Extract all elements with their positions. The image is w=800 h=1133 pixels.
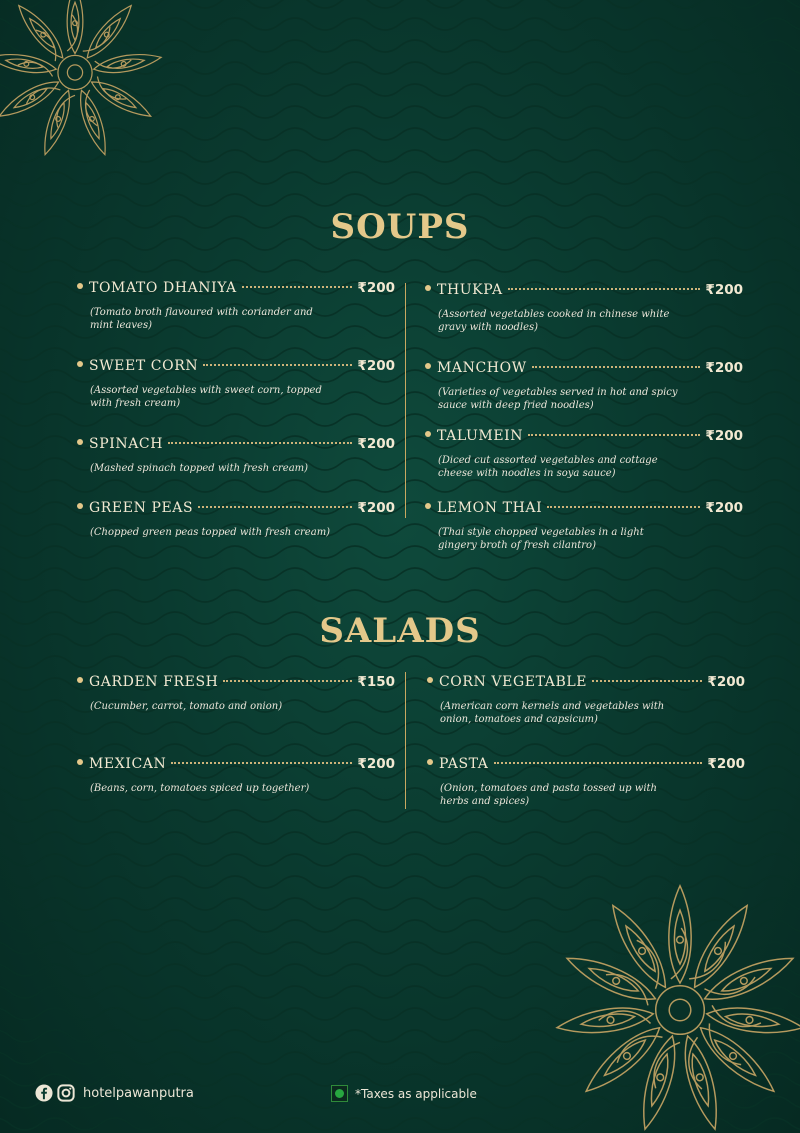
mandala-stroke <box>67 0 83 54</box>
mandala-ornament-top-left <box>0 0 170 170</box>
bullet-icon <box>425 431 431 437</box>
mandala-stroke <box>121 61 127 67</box>
menu-item <box>77 280 395 332</box>
item-description: (Onion, tomatoes and pasta tossed up with herbs and spices) <box>440 783 657 807</box>
item-name: SWEET CORN <box>89 358 199 374</box>
menu-item <box>427 756 745 808</box>
veg-dot <box>335 1089 344 1098</box>
item-name: MEXICAN <box>89 756 167 772</box>
bullet-icon <box>77 759 83 765</box>
mandala-ornament-bottom-right <box>545 875 800 1133</box>
mandala-stroke <box>602 973 651 1005</box>
menu-item <box>425 500 743 552</box>
item-description: (Assorted vegetables with sweet corn, topped with fresh cream) <box>90 385 322 409</box>
item-description: (Thai style chopped vegetables in a light gingery broth of fresh cilantro) <box>438 527 644 551</box>
wave-line <box>0 260 800 272</box>
item-price: ₹200 <box>705 500 743 516</box>
item-description: (Mashed spinach topped with fresh cream) <box>90 463 309 474</box>
item-description: (American corn kernels and vegetables with onion, tomatoes and capsicum) <box>440 701 665 725</box>
wave-line <box>0 194 800 206</box>
item-price: ₹200 <box>705 428 743 444</box>
wave-line <box>0 590 800 602</box>
mandala-stroke <box>56 14 84 51</box>
instagram-icon[interactable] <box>57 1084 75 1102</box>
item-price: ₹200 <box>357 500 395 516</box>
mandala-stroke <box>728 1051 738 1061</box>
item-price: ₹200 <box>357 756 395 772</box>
menu-item <box>427 674 745 726</box>
item-description: (Cucumber, carrot, tomato and onion) <box>90 701 283 712</box>
item-price: ₹200 <box>705 282 743 298</box>
bullet-icon <box>425 363 431 369</box>
mandala-stroke <box>654 1042 680 1088</box>
wave-line <box>0 414 800 426</box>
mandala-stroke <box>693 1019 781 1100</box>
item-price: ₹200 <box>357 358 395 374</box>
item-name: THUKPA <box>437 282 503 298</box>
item-name: GREEN PEAS <box>89 500 194 516</box>
section-title-soups: SOUPS <box>330 207 470 247</box>
item-name: SPINACH <box>89 436 164 452</box>
wave-line <box>0 854 800 866</box>
mandala-stroke <box>58 55 92 89</box>
item-description: (Chopped green peas topped with fresh cream) <box>90 527 331 538</box>
dot-leader <box>528 434 700 436</box>
dot-leader <box>168 442 352 444</box>
mandala-stroke <box>696 1073 704 1081</box>
veg-mark-icon <box>331 1085 348 1102</box>
mandala-stroke <box>29 94 35 100</box>
item-price: ₹200 <box>357 436 395 452</box>
item-description: (Diced cut assorted vegetables and cottage cheese with noodles in soya sauce) <box>438 455 658 479</box>
dot-leader <box>547 506 700 508</box>
item-name: TOMATO DHANIYA <box>89 280 237 296</box>
dot-leader <box>592 680 702 682</box>
item-name: MANCHOW <box>437 360 527 376</box>
section-title-salads: SALADS <box>319 611 481 651</box>
item-price: ₹200 <box>705 360 743 376</box>
item-price: ₹200 <box>707 756 745 772</box>
bullet-icon <box>77 283 83 289</box>
tax-note: *Taxes as applicable <box>355 1086 477 1101</box>
mandala-stroke <box>607 1016 615 1024</box>
menu-item <box>425 428 743 480</box>
mandala-stroke <box>562 948 660 1009</box>
menu-item <box>425 360 743 412</box>
wave-line <box>0 832 800 844</box>
dot-leader <box>494 762 703 764</box>
mandala-stroke <box>669 999 691 1021</box>
wave-line <box>0 744 800 756</box>
mandala-stroke <box>24 61 30 67</box>
soups-column-divider <box>405 283 406 518</box>
item-description: (Varieties of vegetables served in hot and spicy sauce with deep fried noodles) <box>438 387 678 411</box>
mandala-stroke <box>713 946 722 955</box>
dot-leader <box>242 286 353 288</box>
bullet-icon <box>427 677 433 683</box>
dot-leader <box>203 364 352 366</box>
mandala-stroke <box>677 936 684 943</box>
mandala-stroke <box>637 946 646 955</box>
mandala-stroke <box>622 1051 632 1061</box>
mandala-stroke <box>746 1016 754 1024</box>
mandala-stroke <box>55 116 61 122</box>
bullet-icon <box>77 439 83 445</box>
mandala-stroke <box>579 1019 667 1100</box>
mandala-stroke <box>603 899 674 993</box>
item-description: (Tomato broth flavoured with coriander and mint leaves) <box>90 307 313 331</box>
item-price: ₹150 <box>357 674 395 690</box>
mandala-stroke <box>685 899 756 993</box>
menu-item <box>77 674 395 713</box>
bullet-icon <box>425 503 431 509</box>
wave-line <box>0 172 800 184</box>
menu-item <box>77 756 395 795</box>
item-name: PASTA <box>439 756 489 772</box>
dot-leader <box>532 366 701 368</box>
mandala-stroke <box>676 1037 723 1090</box>
bullet-icon <box>77 503 83 509</box>
bullet-icon <box>77 677 83 683</box>
facebook-icon[interactable] <box>35 1084 53 1102</box>
wave-line <box>0 656 800 668</box>
item-description: (Assorted vegetables cooked in chinese white gravy with noodles) <box>438 309 670 333</box>
item-price: ₹200 <box>357 280 395 296</box>
footer-tax-note <box>331 1085 477 1102</box>
mandala-stroke <box>67 65 82 80</box>
item-name: TALUMEIN <box>437 428 524 444</box>
menu-item <box>425 282 743 334</box>
menu-item <box>77 500 395 539</box>
mandala-stroke <box>656 986 705 1035</box>
bullet-icon <box>425 285 431 291</box>
wave-line <box>0 480 800 492</box>
dot-leader <box>198 506 352 508</box>
mandala-stroke <box>612 976 621 985</box>
footer-social <box>35 1084 194 1102</box>
mandala-stroke <box>656 1073 664 1081</box>
dot-leader <box>508 288 701 290</box>
item-name: GARDEN FRESH <box>89 674 219 690</box>
mandala-stroke <box>83 21 111 58</box>
mandala-stroke <box>669 886 691 983</box>
dot-leader <box>223 680 352 682</box>
wave-line <box>0 810 800 822</box>
menu-item <box>77 436 395 475</box>
social-handle[interactable]: hotelpawanputra <box>83 1085 194 1101</box>
bullet-icon <box>427 759 433 765</box>
mandala-stroke <box>89 116 95 122</box>
item-name: CORN VEGETABLE <box>439 674 588 690</box>
item-description: (Beans, corn, tomatoes spiced up together) <box>90 783 310 794</box>
bullet-icon <box>77 361 83 367</box>
menu-item <box>77 358 395 410</box>
wave-line <box>0 568 800 580</box>
mandala-stroke <box>700 948 798 1009</box>
item-price: ₹200 <box>707 674 745 690</box>
mandala-stroke <box>739 976 748 985</box>
dot-leader <box>171 762 352 764</box>
item-name: LEMON THAI <box>437 500 543 516</box>
salads-column-divider <box>405 672 406 809</box>
